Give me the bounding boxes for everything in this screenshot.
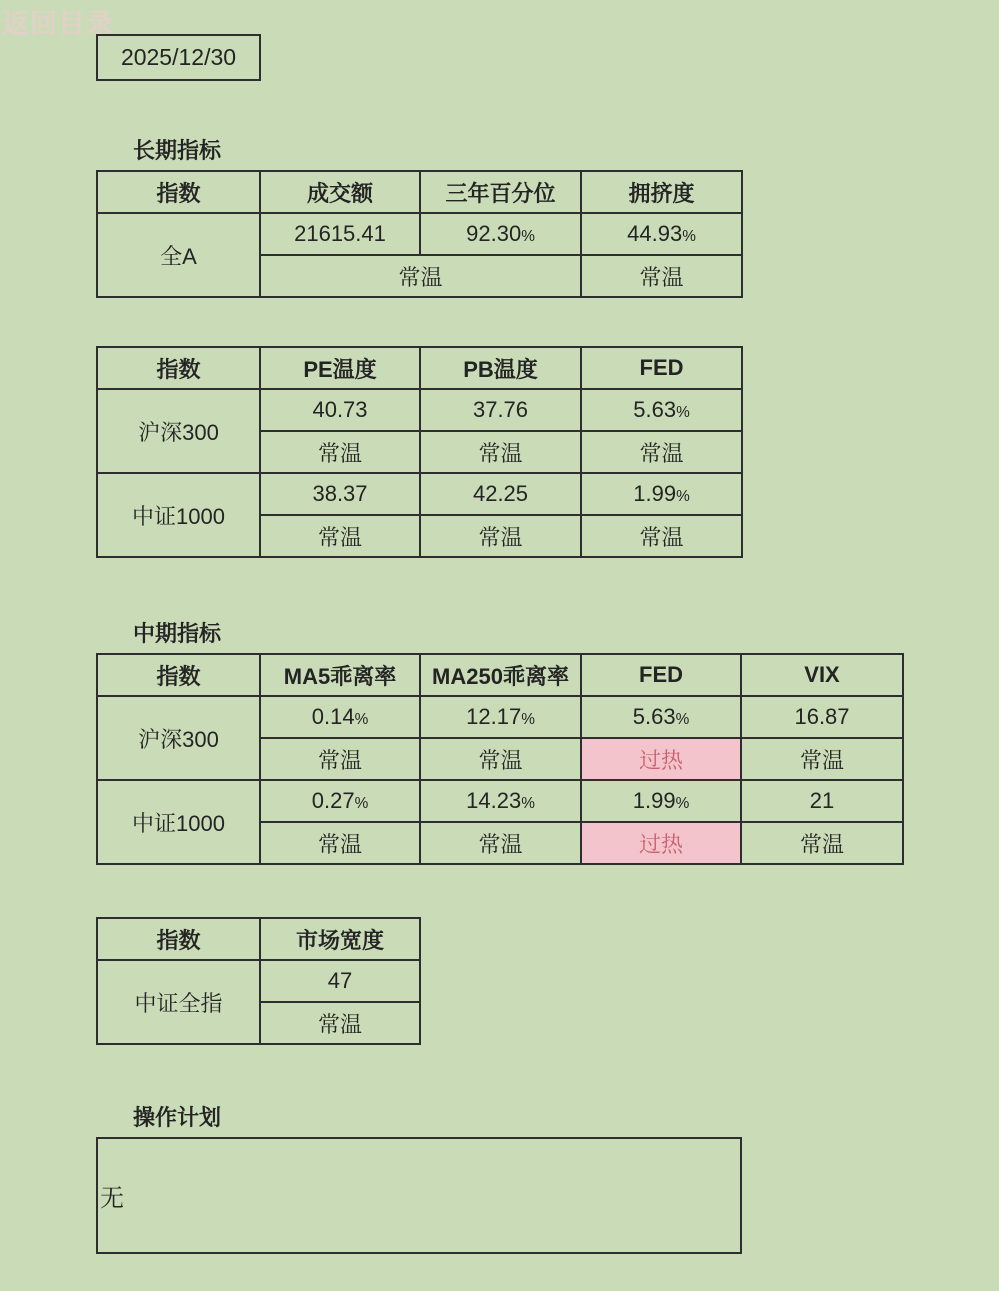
plan-box xyxy=(96,1137,742,1254)
status-cell-ma5: 常温 xyxy=(260,738,420,780)
status-cell-pe: 常温 xyxy=(260,515,420,557)
status-cell-fed: 过热 xyxy=(581,738,741,780)
index-cell: 中证1000 xyxy=(97,780,260,864)
header-cell-index: 指数 xyxy=(97,171,260,213)
value-cell-vix: 21 xyxy=(741,780,903,822)
header-cell-3y-percentile: 三年百分位 xyxy=(420,171,581,213)
status-cell-ma250: 常温 xyxy=(420,822,581,864)
status-cell-breadth: 常温 xyxy=(260,1002,420,1044)
value-cell-3y-percentile: 92.30% xyxy=(420,213,581,255)
header-cell-ma5-bias: MA5乖离率 xyxy=(260,654,420,696)
value-cell-vix: 16.87 xyxy=(741,696,903,738)
header-cell-index: 指数 xyxy=(97,654,260,696)
table-row xyxy=(97,473,742,515)
status-cell-crowding: 常温 xyxy=(581,255,742,297)
header-cell-vix: VIX xyxy=(741,654,903,696)
status-cell-fed: 过热 xyxy=(581,822,741,864)
table-row xyxy=(97,918,420,960)
status-cell-ma250: 常温 xyxy=(420,738,581,780)
header-cell-fed: FED xyxy=(581,654,741,696)
value-cell-pe: 38.37 xyxy=(260,473,420,515)
table-row xyxy=(97,389,742,431)
table-row xyxy=(97,213,742,255)
status-cell-fed: 常温 xyxy=(581,515,742,557)
header-cell-turnover: 成交额 xyxy=(260,171,420,213)
table-row xyxy=(97,960,420,1002)
value-cell-pb: 42.25 xyxy=(420,473,581,515)
header-cell-crowding: 拥挤度 xyxy=(581,171,742,213)
value-cell-fed: 1.99% xyxy=(581,780,741,822)
value-cell-fed: 5.63% xyxy=(581,696,741,738)
index-cell: 沪深300 xyxy=(97,389,260,473)
value-cell-pe: 40.73 xyxy=(260,389,420,431)
header-cell-index: 指数 xyxy=(97,918,260,960)
back-to-toc-link[interactable]: 返回目录 xyxy=(2,9,114,39)
status-cell-vix: 常温 xyxy=(741,822,903,864)
status-cell-ma5: 常温 xyxy=(260,822,420,864)
section-title-plan: 操作计划 xyxy=(133,1105,222,1130)
table-breadth xyxy=(96,917,421,1045)
date-box xyxy=(96,34,261,81)
header-cell-market-breadth: 市场宽度 xyxy=(260,918,420,960)
value-cell-ma250: 12.17% xyxy=(420,696,581,738)
date-value: 2025/12/30 xyxy=(120,44,237,70)
index-cell: 中证1000 xyxy=(97,473,260,557)
table-long-term xyxy=(96,170,743,298)
table-row xyxy=(97,654,903,696)
header-cell-pe-temp: PE温度 xyxy=(260,347,420,389)
status-cell-fed: 常温 xyxy=(581,431,742,473)
value-cell-crowding: 44.93% xyxy=(581,213,742,255)
section-title-mid-term: 中期指标 xyxy=(133,621,222,646)
value-cell-ma250: 14.23% xyxy=(420,780,581,822)
index-cell: 沪深300 xyxy=(97,696,260,780)
section-title-long-term: 长期指标 xyxy=(133,138,222,163)
status-cell-pe: 常温 xyxy=(260,431,420,473)
table-row xyxy=(97,347,742,389)
table-valuation xyxy=(96,346,743,558)
value-cell-pb: 37.76 xyxy=(420,389,581,431)
value-cell-turnover: 21615.41 xyxy=(260,213,420,255)
status-cell-pb: 常温 xyxy=(420,431,581,473)
plan-content: 无 xyxy=(100,1185,124,1212)
index-cell: 全A xyxy=(97,213,260,297)
table-mid-term xyxy=(96,653,904,865)
value-cell-ma5: 0.27% xyxy=(260,780,420,822)
value-cell-fed: 1.99% xyxy=(581,473,742,515)
header-cell-index: 指数 xyxy=(97,347,260,389)
table-row xyxy=(97,780,903,822)
header-cell-pb-temp: PB温度 xyxy=(420,347,581,389)
status-cell-pb: 常温 xyxy=(420,515,581,557)
header-cell-ma250-bias: MA250乖离率 xyxy=(420,654,581,696)
header-cell-fed: FED xyxy=(581,347,742,389)
table-row xyxy=(97,696,903,738)
index-cell: 中证全指 xyxy=(97,960,260,1044)
table-row xyxy=(97,171,742,213)
value-cell-breadth: 47 xyxy=(260,960,420,1002)
status-cell-merged: 常温 xyxy=(260,255,581,297)
status-cell-vix: 常温 xyxy=(741,738,903,780)
value-cell-ma5: 0.14% xyxy=(260,696,420,738)
value-cell-fed: 5.63% xyxy=(581,389,742,431)
